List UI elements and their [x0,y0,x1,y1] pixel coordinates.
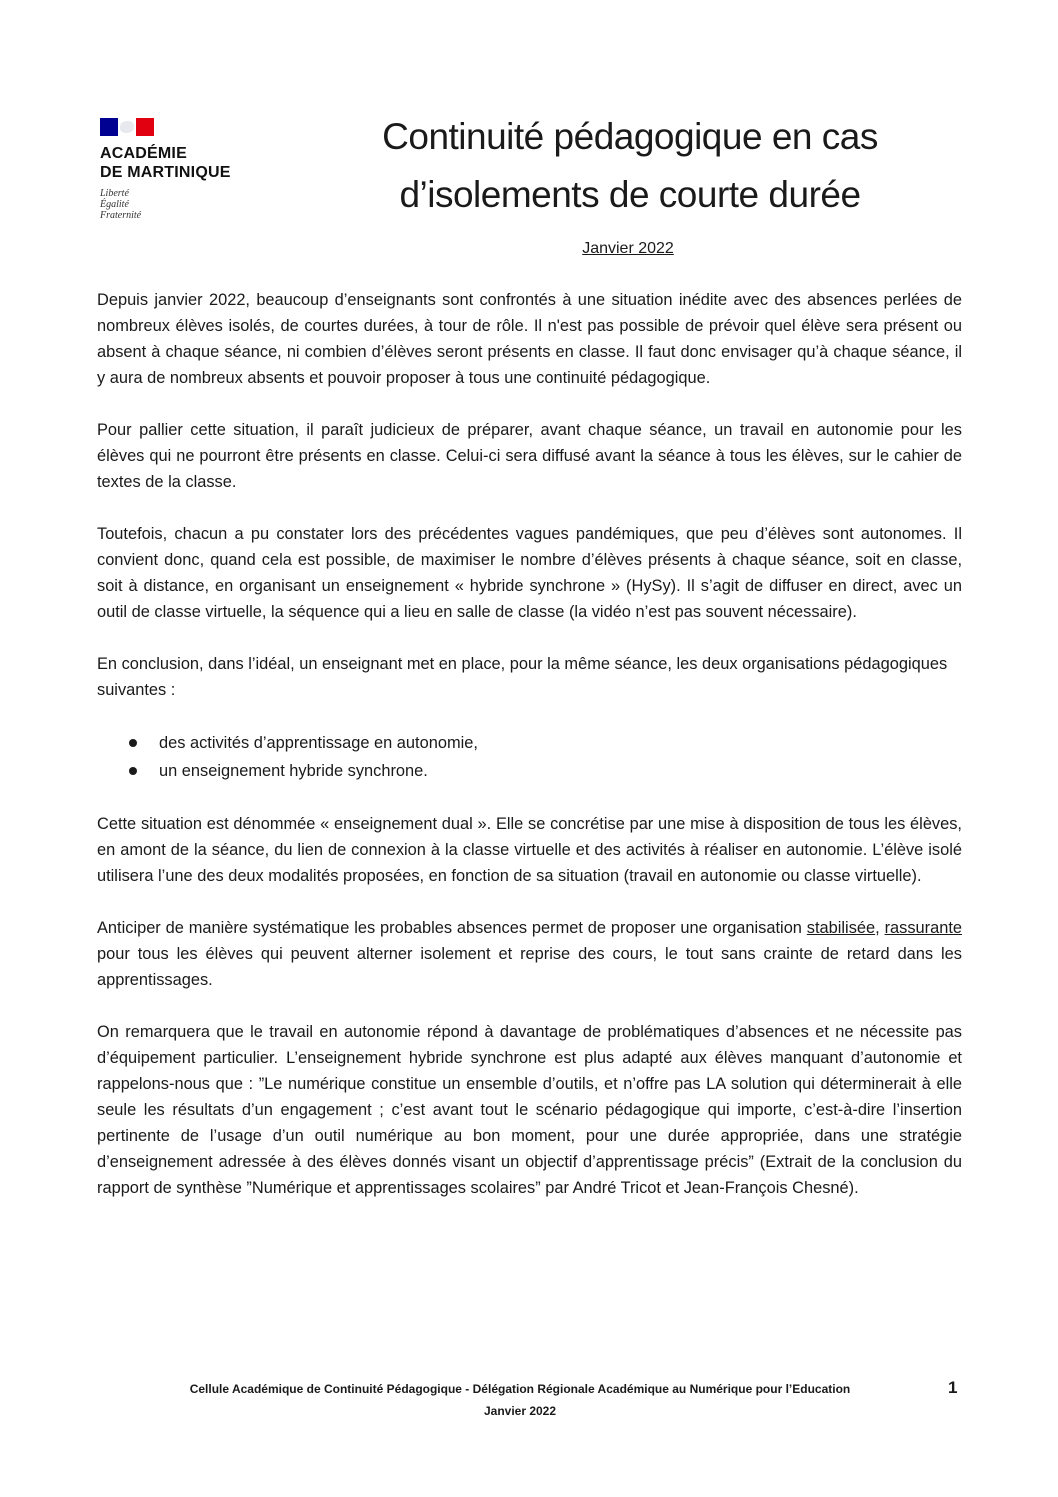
bullet-list [97,729,962,785]
list-item [97,729,962,757]
document-date: Janvier 2022 [582,240,674,257]
page-title [330,108,930,224]
footer-line1: Cellule Académique de Continuité Pédagogique - Délégation Régionale Académique au Numérique pour l’Education [189,1382,851,1396]
bullet-icon [129,767,137,775]
logo-motto [100,188,280,221]
bullet-text: des activités d’apprentissage en autonomie, [159,734,478,752]
paragraph-6-start: Anticiper de manière systématique les probables absences permet de proposer une organisation [97,919,807,937]
motto-fraternite: Fraternité [100,210,142,221]
paragraph-6-sep: , [875,919,885,937]
paragraph-7: On remarquera que le travail en autonomie répond à davantage de problématiques d’absences et ne nécessite pas d’équipement particulier. L’enseignement hybride synchrone est plus adapté aux élèves manquant d’autonomie et rappelons-nous que : ”Le numérique constitue un ensemble d’outils, et n’offre pas LA solution qui déterminerait à elle seule les résultats d’un engagement ; c’est avant tout le scénario pédagogique qui importe, c’est-à-dire l’insertion pertinente de l’usage d’un outil numérique au bon moment, pour une durée appropriée, dans une stratégie d’enseignement adressée à des élèves donnés visant un objectif d’apprentissage précis” (Extrait de la conclusion du rapport de synthèse ”Numérique et apprentissages scolaires” par André Tricot et Jean-François Chesné). [97,1023,962,1197]
motto-liberte: Liberté [100,188,129,199]
title-line1: Continuité pédagogique en cas [382,116,878,157]
logo-name-line2: DE MARTINIQUE [100,164,231,181]
bullet-text: un enseignement hybride synchrone. [159,762,428,780]
logo-name [100,144,280,182]
underlined-rassurante: rassurante [884,919,963,937]
bullet-icon [129,739,137,747]
paragraph-6 [97,915,962,993]
page-number: 1 [948,1378,958,1397]
list-item [97,757,962,785]
footer-line2: Janvier 2022 [483,1404,557,1418]
logo-name-line1: ACADÉMIE [100,145,187,162]
paragraph-6-end: pour tous les élèves qui peuvent alterner isolement et reprise des cours, le tout sans crainte de retard dans les apprentissages. [97,945,962,989]
marianne-flag-icon [100,118,154,136]
underlined-stabilisee: stabilisée [806,919,876,937]
page-footer [120,1378,920,1422]
paragraph-3: Toutefois, chacun a pu constater lors des précédentes vagues pandémiques, que peu d’élèves sont autonomes. Il convient donc, quand cela est possible, de maximiser le nombre d’élèves présents à chaque séance, soit en classe, soit à distance, en organisant un enseignement « hybride synchrone » (HySy). Il s’agit de diffuser en direct, avec un outil de classe virtuelle, la séquence qui a lieu en salle de classe (la vidéo n’est pas souvent nécessaire). [97,525,962,621]
motto-egalite: Égalité [100,199,129,210]
paragraph-2: Pour pallier cette situation, il paraît judicieux de préparer, avant chaque séance, un travail en autonomie pour les élèves qui ne pourront être présents en classe. Celui-ci sera diffusé avant la séance à tous les élèves, sur le cahier de textes de la classe. [97,421,962,491]
paragraph-4: En conclusion, dans l’idéal, un enseignant met en place, pour la même séance, les deux organisations pédagogiques suivantes : [97,655,948,699]
document-body [97,287,962,1227]
paragraph-5: Cette situation est dénommée « enseignement dual ». Elle se concrétise par une mise à disposition de tous les élèves, en amont de la séance, du lien de connexion à la classe virtuelle et des activités à réaliser en autonomie. L’élève isolé utilisera l’une des deux modalités proposées, en fonction de sa situation (travail en autonomie ou classe virtuelle). [97,815,962,885]
paragraph-1: Depuis janvier 2022, beaucoup d’enseignants sont confrontés à une situation inédite avec des absences perlées de nombreux élèves isolés, de courtes durées, à tour de rôle. Il n'est pas possible de prévoir quel élève sera présent ou absent à chaque séance, ni combien d’élèves seront présents en classe. Il faut donc envisager qu’à chaque séance, il y aura de nombreux absents et pouvoir proposer à tous une continuité pédagogique. [97,291,962,387]
academie-logo [100,118,280,221]
title-line2: d’isolements de courte durée [399,174,861,215]
